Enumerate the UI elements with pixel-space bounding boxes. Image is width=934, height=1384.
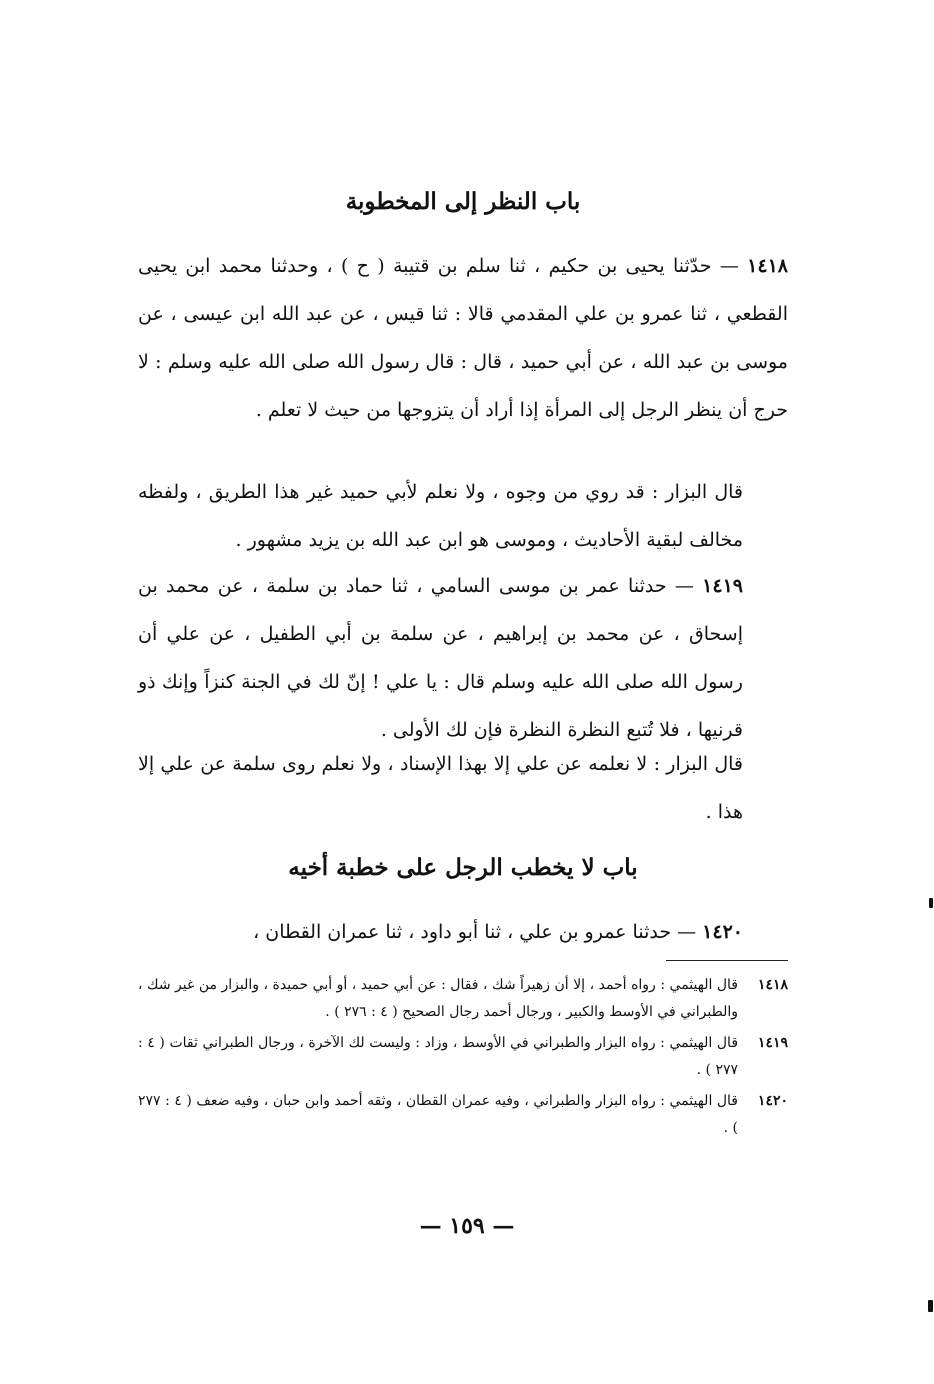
footnote-number: ١٤١٩ <box>757 1035 788 1051</box>
hadith-1418 <box>138 242 788 434</box>
hadith-1420 <box>138 908 788 956</box>
footnote-1418 <box>138 972 788 1026</box>
footnote-1419 <box>138 1030 788 1084</box>
footnote-1420 <box>138 1088 788 1142</box>
hadith-number: ١٤٢٠ <box>702 921 743 943</box>
bazzar-comment-1: قال البزار : قد روي من وجوه ، ولا نعلم لأبي حميد غير هذا الطريق ، ولفظه مخالف لبقية الأحاديث ، وموسى هو ابن عبد الله بن يزيد مشهور . <box>138 481 743 551</box>
scan-speck <box>929 898 933 908</box>
footnote-number: ١٤١٨ <box>757 977 788 993</box>
footnote-text: قال الهيثمي : رواه أحمد ، إلا أن زهيراً شك ، فقال : عن أبي حميد ، أو أبي حميدة ، والبزار من غير شك ، والطبراني في الأوسط والكبير ، ورجال أحمد رجال الصحيح ( ٤ : ٢٧٦ ) . <box>138 977 738 1020</box>
scan-speck <box>928 1300 933 1312</box>
hadith-text: — حدّثنا يحيى بن حكيم ، ثنا سلم بن قتيبة ( ح ) ، وحدثنا محمد ابن يحيى القطعي ، ثنا عمرو بن علي المقدمي قالا : ثنا قيس ، عن عبد الله ابن عيسى ، عن موسى بن عبد الله ، عن أبي حميد ، قال : قال رسول الله صلى الله عليه وسلم : لا حرج أن ينظر الرجل إلى المرأة إذا أراد أن يتزوجها من حيث لا تعلم . <box>138 255 788 421</box>
section-heading-viewing-fiancee: باب النظر إلى المخطوبة <box>345 188 581 215</box>
bazzar-comment-2: قال البزار : لا نعلمه عن علي إلا بهذا الإسناد ، ولا نعلم روى سلمة عن علي إلا هذا . <box>138 753 743 823</box>
footnote-text: قال الهيثمي : رواه البزار والطبراني في الأوسط ، وزاد : وليست لك الآخرة ، ورجال الطبراني ثقات ( ٤ : ٢٧٧ ) . <box>138 1035 739 1078</box>
page-number: — ١٥٩ — <box>419 1213 515 1239</box>
hadith-number: ١٤١٩ <box>702 575 743 597</box>
footnote-divider <box>666 960 788 961</box>
hadith-text: — حدثنا عمر بن موسى السامي ، ثنا حماد بن سلمة ، عن محمد بن إسحاق ، عن محمد بن إبراهيم ، عن سلمة بن أبي الطفيل ، عن علي أن رسول الله صلى الله عليه وسلم قال : يا علي ! إنّ لك في الجنة كنزاً وإنك ذو قرنيها ، فلا تُتبع النظرة النظرة فإن لك الأولى . <box>138 575 743 741</box>
hadith-1419 <box>138 562 788 754</box>
footnote-text: قال الهيثمي : رواه البزار والطبراني ، وفيه عمران القطان ، وثقه أحمد وابن حبان ، وفيه ضعف ( ٤ : ٢٧٧ ) . <box>138 1093 738 1136</box>
footnotes <box>138 972 788 1146</box>
hadith-text: — حدثنا عمرو بن علي ، ثنا أبو داود ، ثنا عمران القطان ، <box>253 921 697 943</box>
hadith-number: ١٤١٨ <box>747 255 788 277</box>
section-heading-no-proposal-over-brother: باب لا يخطب الرجل على خطبة أخيه <box>288 854 638 881</box>
footnote-number: ١٤٢٠ <box>757 1093 788 1109</box>
